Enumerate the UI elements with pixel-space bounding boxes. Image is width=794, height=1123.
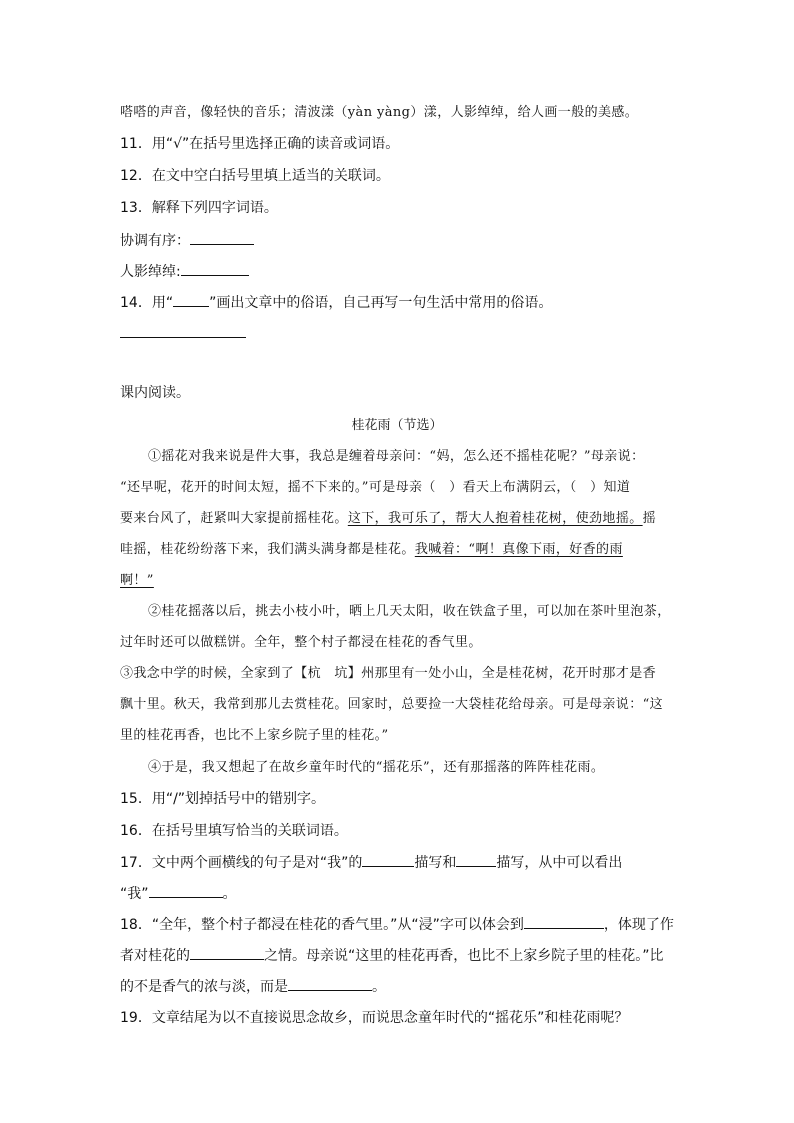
q18-e: 的不是香气的浓与淡，而是 [120,979,288,995]
q17-b: 描写和 [414,855,457,871]
q18-a: 18．“全年，整个村子都浸在桂花的香气里。”从“浸”字可以体会到 [120,917,524,933]
answer-blank[interactable] [456,852,496,867]
q13a-label: 协调有序： [120,233,190,249]
passage-p3-line2: 飘十里。秋天，我常到那儿去赏桂花。回家时，总要捡一大袋桂花给母亲。可是母亲说：“这 [120,697,664,712]
question-18 [120,914,674,935]
underlined-sentence-1: 这下，我可乐了，帮大人抱着桂花树，使劲地摇。 [347,511,643,526]
p1-l4-a: 哇摇，桂花纷纷落下来，我们满头满身都是桂花。 [120,542,415,557]
q14-before: 14．用“ [120,295,174,311]
p1-l3-c: 摇 [642,511,657,526]
p1-l3-a: 要来台风了，赶紧叫大家提前摇桂花。 [120,511,348,526]
q13b-label: 人影绰绰: [120,264,181,280]
question-13-item-a [120,230,254,251]
question-15: 15．用“/”划掉括号中的错别字。 [120,791,326,807]
passage-p2-line2: 过年时还可以做糕饼。全年，整个村子都浸在桂花的香气里。 [120,635,482,650]
question-18-cont-1 [120,945,664,966]
q18-c: 者对桂花的 [120,948,190,964]
answer-blank[interactable] [190,230,254,245]
question-12: 12．在文中空白括号里填上适当的关联词。 [120,168,390,184]
question-17-cont [120,883,237,904]
question-19: 19．文章结尾为以不直接说思念故乡，而说思念童年时代的“摇花乐”和桂花雨呢？ [120,1010,629,1026]
answer-blank[interactable] [362,852,414,867]
q14-after: ”画出文章中的俗语，自己再写一句生活中常用的俗语。 [209,295,553,311]
question-11: 11．用“√”在括号里选择正确的读音或词语。 [120,136,400,152]
q17-a: 17．文中两个画横线的句子是对“我”的 [120,855,363,871]
section-label: 课内阅读。 [120,385,190,401]
passage-p1-line4 [120,540,623,560]
answer-blank[interactable] [149,883,223,898]
passage-title: 桂花雨（节选） [351,418,443,433]
question-16: 16．在括号里填写恰当的关联词语。 [120,823,348,839]
q18-b: ，体现了作 [603,917,674,933]
passage-p3-line1: ③我念中学的时候，全家到了【杭 坑】州那里有一处小山，全是桂花树，花开时那才是香 [120,666,657,681]
question-14 [120,292,552,313]
answer-blank[interactable] [181,261,249,276]
answer-blank[interactable] [288,976,372,991]
question-17 [120,852,622,873]
passage-p2-line1: ②桂花摇落以后，挑去小枝小叶，晒上几天太阳，收在铁盒子里，可以加在茶叶里泡茶， [148,604,671,619]
passage-p1-line2: “还早呢，花开的时间太短，摇不下来的。”可是母亲（ ）看天上布满阴云，（ ）知道 [120,480,631,495]
underline-sample [173,292,209,307]
intro-line: 嗒嗒的声音，像轻快的音乐；清波漾（yàn yàng）漾，人影绰绰，给人画一般的美感。 [120,105,639,120]
q17-c: 描写，从中可以看出 [496,855,623,871]
answer-blank[interactable] [190,945,264,960]
q17-d: “我” [120,886,149,902]
passage-p1-line3 [120,509,656,529]
q17-e: 。 [222,886,237,902]
q18-d: 之情。母亲说“这里的桂花再香，也比不上家乡院子里的桂花。”比 [264,948,664,964]
passage-p1-line5: 啊！” [120,573,154,588]
question-13-item-b [120,261,249,282]
question-14-answer-line[interactable] [120,337,246,338]
passage-p4-line1: ④于是，我又想起了在故乡童年时代的“摇花乐”，还有那摇落的阵阵桂花雨。 [148,760,605,775]
question-13: 13．解释下列四字词语。 [120,200,278,216]
passage-p3-line3: 里的桂花再香，也比不上家乡院子里的桂花。” [120,728,389,743]
passage-p1-line1: ①摇花对我来说是件大事，我总是缠着母亲问：“妈，怎么还不摇桂花呢？”母亲说： [148,449,645,464]
underlined-sentence-2: 我喊着：“啊！真像下雨，好香的雨 [414,542,623,557]
question-18-cont-2 [120,976,386,997]
answer-blank[interactable] [524,914,604,929]
q18-f: 。 [372,979,386,995]
